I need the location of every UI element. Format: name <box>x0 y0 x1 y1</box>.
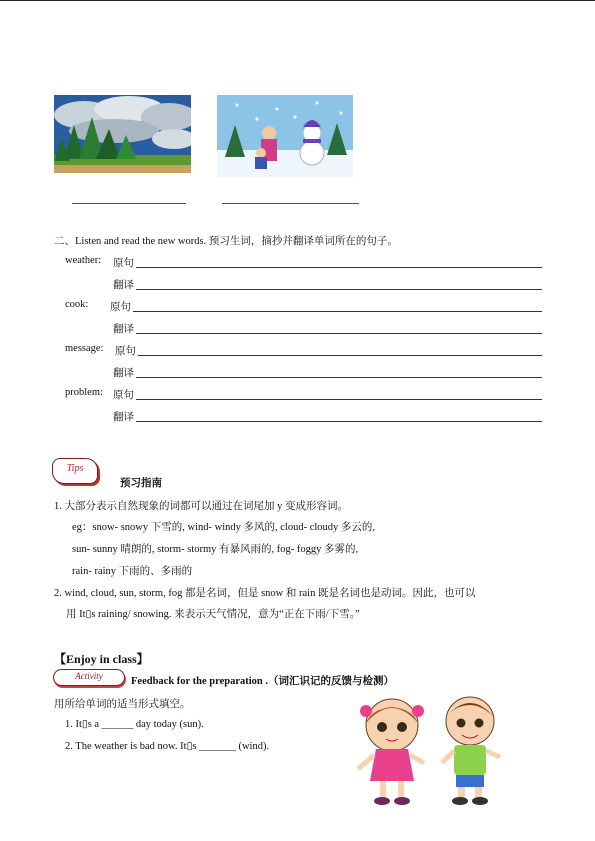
original-label: 原句 <box>113 258 134 269</box>
activity-badge <box>53 669 125 686</box>
top-rule <box>0 0 595 1</box>
exercise-question-2: 2. The weather is bad now. It▯s _______ (wind). <box>65 741 270 752</box>
original-line[interactable] <box>138 355 542 356</box>
translation-row-message <box>0 365 595 381</box>
word-row-weather <box>0 255 595 271</box>
word-label: cook: <box>65 299 89 310</box>
exercise-instruction: 用所给单词的适当形式填空。 <box>54 699 191 710</box>
cartoon-children-picture <box>352 693 510 811</box>
word-label: weather: <box>65 255 102 266</box>
word-row-message <box>0 343 595 359</box>
tips-point-1: 1. 大部分表示自然现象的词都可以通过在词尾加 y 变成形容词。 <box>54 501 348 512</box>
translation-line[interactable] <box>136 377 542 378</box>
section2-heading: 二、Listen and read the new words. 预习生词，摘抄并翻译单词所在的句子。 <box>54 236 398 247</box>
tips-example-line-2: sun- sunny 晴朗的, storm- stormy 有暴风雨的, fog- foggy 多雾的, <box>72 544 359 555</box>
translation-label: 翻译 <box>113 368 134 379</box>
word-label: problem: <box>65 387 103 398</box>
answer-blank-1[interactable] <box>72 203 186 204</box>
activity-badge-label: Activity <box>75 671 103 681</box>
word-row-cook <box>0 299 595 315</box>
snowman-winter-picture <box>217 95 353 177</box>
original-label: 原句 <box>110 302 131 313</box>
translation-row-cook <box>0 321 595 337</box>
enjoy-heading: 【Enjoy in class】 <box>54 652 149 666</box>
translation-line[interactable] <box>136 289 542 290</box>
feedback-title: Feedback for the preparation . <box>131 676 268 687</box>
original-line[interactable] <box>133 311 542 312</box>
translation-row-weather <box>0 277 595 293</box>
feedback-subtitle: （词汇识记的反馈与检测） <box>267 676 394 687</box>
tips-example-line-3: rain- rainy 下雨的、多雨的 <box>72 566 193 577</box>
translation-label: 翻译 <box>113 412 134 423</box>
translation-line[interactable] <box>136 421 542 422</box>
tips-badge <box>52 458 98 484</box>
translation-row-problem <box>0 409 595 425</box>
original-label: 原句 <box>113 390 134 401</box>
original-line[interactable] <box>136 399 542 400</box>
tips-point-2-line-1: 2. wind, cloud, sun, storm, fog 都是名词，但是 snow 和 rain 既是名词也是动词。因此，也可以 <box>54 588 476 599</box>
tips-example-line-1: eg：snow- snowy 下雪的, wind- windy 多风的, cloud- cloudy 多云的, <box>72 522 376 533</box>
answer-blank-2[interactable] <box>222 203 359 204</box>
exercise-question-1: 1. It▯s a ______ day today (sun). <box>65 719 204 730</box>
tips-badge-label: Tips <box>66 463 84 474</box>
cloudy-forest-picture <box>54 95 191 173</box>
original-line[interactable] <box>136 267 542 268</box>
word-label: message: <box>65 343 104 354</box>
word-row-problem <box>0 387 595 403</box>
translation-line[interactable] <box>136 333 542 334</box>
translation-label: 翻译 <box>113 324 134 335</box>
tips-title: 预习指南 <box>120 478 162 489</box>
translation-label: 翻译 <box>113 280 134 291</box>
original-label: 原句 <box>115 346 136 357</box>
tips-point-2-line-2: 用 It▯s raining/ snowing. 来表示天气情况，意为“正在下雨/下雪。” <box>66 609 360 620</box>
feedback-heading <box>131 673 394 688</box>
